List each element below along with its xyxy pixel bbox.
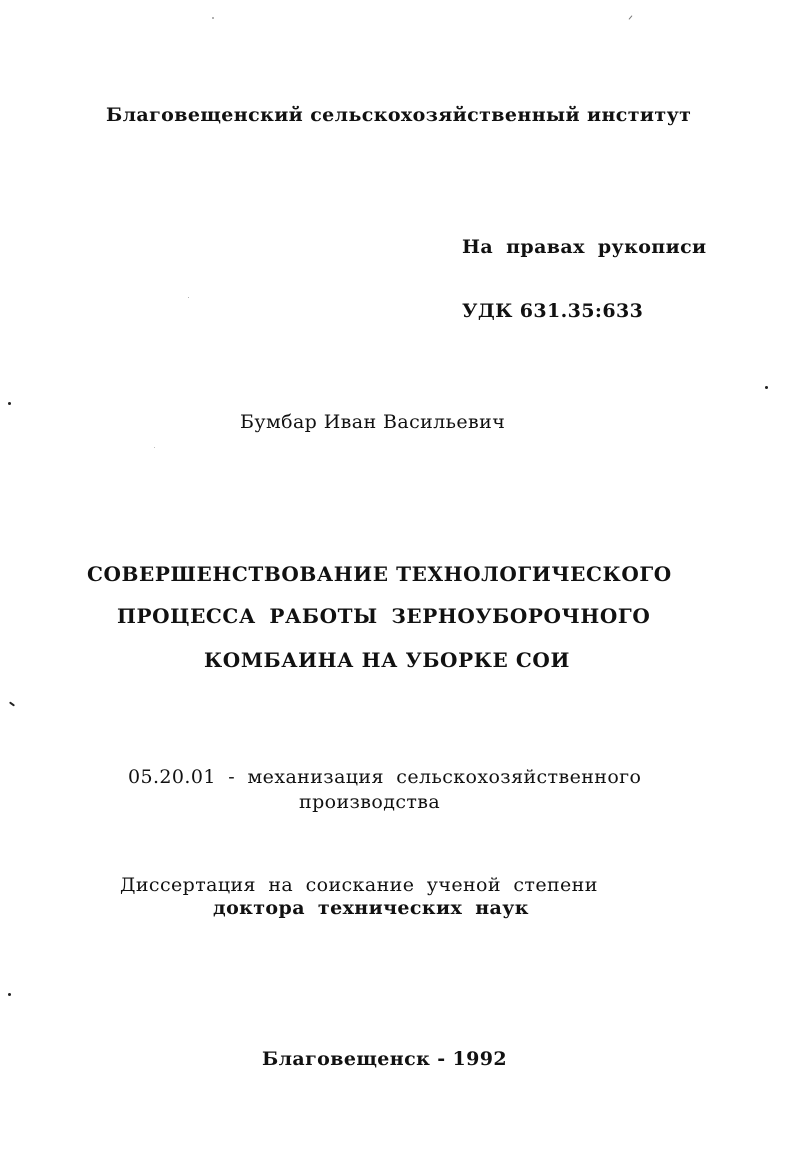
title-line-1: СОВЕРШЕНСТВОВАНИЕ ТЕХНОЛОГИЧЕСКОГО bbox=[87, 562, 672, 586]
scan-speck bbox=[9, 701, 15, 706]
specialty-name-line: производства bbox=[299, 791, 441, 813]
degree-line-1: Диссертация на соискание ученой степени bbox=[120, 874, 598, 896]
title-line-2: ПРОЦЕССА РАБОТЫ ЗЕРНОУБОРОЧНОГО bbox=[117, 604, 651, 628]
udk-code: УДК 631.35:633 bbox=[462, 300, 644, 322]
degree-line-2: доктора технических наук bbox=[213, 897, 529, 919]
scan-speck bbox=[212, 17, 214, 19]
scan-speck bbox=[188, 297, 189, 298]
scan-speck bbox=[765, 386, 768, 389]
scan-speck bbox=[8, 402, 11, 405]
scan-speck bbox=[154, 447, 155, 448]
rights-notice: На правах рукописи bbox=[462, 236, 707, 258]
title-line-3: КОМБАИНА НА УБОРКЕ СОИ bbox=[204, 648, 570, 672]
scan-speck bbox=[8, 993, 11, 996]
city-year: Благовещенск - 1992 bbox=[262, 1048, 507, 1070]
specialty-code-line: 05.20.01 - механизация сельскохозяйственного bbox=[128, 766, 642, 788]
scan-speck bbox=[629, 15, 633, 19]
institution-name: Благовещенский сельскохозяйственный институт bbox=[106, 104, 692, 126]
author-name: Бумбар Иван Васильевич bbox=[240, 411, 506, 433]
